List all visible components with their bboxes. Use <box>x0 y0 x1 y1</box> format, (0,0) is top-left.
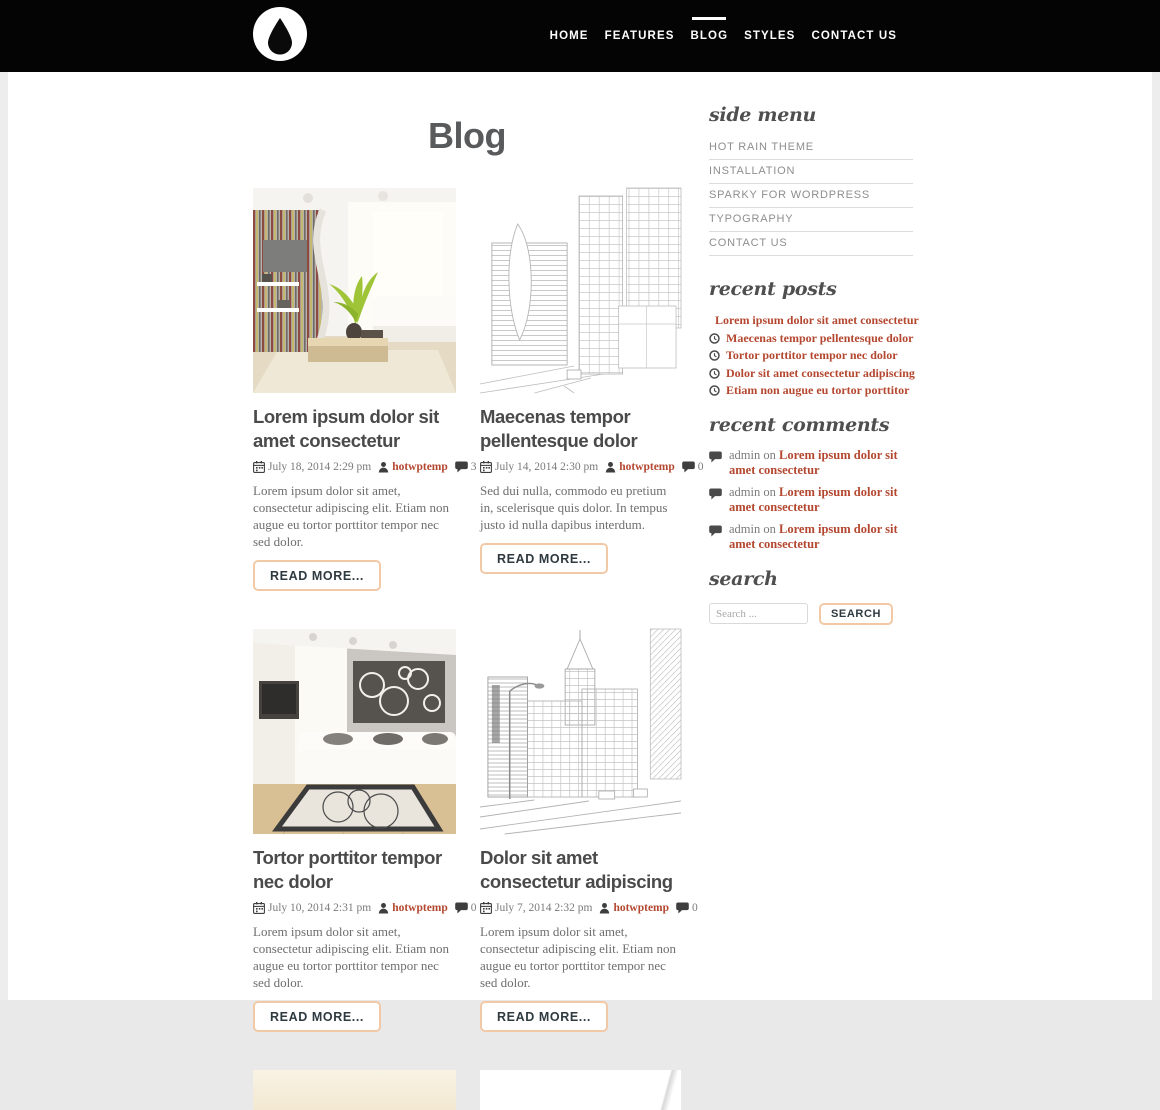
read-more-button[interactable]: READ MORE... <box>253 560 381 591</box>
comment-connector: on <box>763 447 776 462</box>
side-menu-item-contact-us[interactable]: CONTACT US <box>709 232 913 256</box>
clock-icon <box>709 385 720 396</box>
calendar-icon <box>480 902 492 914</box>
comment-count[interactable]: 0 <box>692 902 698 914</box>
post-author-link[interactable]: hotwptemp <box>613 902 670 914</box>
comment-post-link[interactable]: Lorem ipsum dolor sit amet consectetur <box>729 447 898 477</box>
user-icon <box>599 902 610 914</box>
recent-post-item <box>709 382 913 400</box>
recent-post-item <box>709 312 919 330</box>
comment-connector: on <box>763 484 776 499</box>
comment-bubble-icon <box>455 902 468 914</box>
side-menu-item-typography[interactable]: TYPOGRAPHY <box>709 208 913 232</box>
drop-icon <box>253 7 307 61</box>
recent-comment-item <box>709 448 913 478</box>
post-thumbnail[interactable] <box>253 629 456 834</box>
city-sketch <box>480 629 681 834</box>
main-nav <box>550 0 897 72</box>
nav-item-contact-us[interactable]: CONTACT US <box>811 30 897 42</box>
post-thumbnail[interactable] <box>253 1070 456 1110</box>
comment-author: admin <box>729 447 761 462</box>
comment-post-link[interactable]: Lorem ipsum dolor sit amet consectetur <box>729 484 898 514</box>
post-thumbnail[interactable] <box>480 188 681 393</box>
post-meta <box>480 902 698 914</box>
comment-count[interactable]: 0 <box>470 902 477 914</box>
post-title[interactable]: Tortor porttitor tempor nec dolor <box>253 847 442 892</box>
read-more-button[interactable]: READ MORE... <box>480 543 608 574</box>
read-more-button[interactable]: READ MORE... <box>480 1001 608 1032</box>
recent-comment-item <box>709 485 913 515</box>
post-meta <box>480 461 704 473</box>
recent-comments-title: recent comments <box>709 413 890 436</box>
calendar-icon <box>253 461 265 473</box>
comment-connector: on <box>763 521 776 536</box>
side-menu-item-installation[interactable]: INSTALLATION <box>709 160 913 184</box>
post-meta <box>253 461 477 473</box>
user-icon <box>378 902 389 914</box>
page-title: Blog <box>428 115 506 156</box>
post-card <box>253 188 477 591</box>
recent-post-link[interactable]: Tortor porttitor tempor nec dolor <box>726 348 898 363</box>
post-excerpt: Lorem ipsum dolor sit amet, consectetur adipiscing elit. Etiam non augue eu tortor porttitor tempor nec sed dolor. <box>480 924 677 990</box>
recent-post-item <box>709 347 913 365</box>
comment-count[interactable]: 3 <box>470 461 477 473</box>
search-input[interactable] <box>709 603 808 624</box>
post-thumbnail[interactable] <box>480 629 681 834</box>
clock-icon <box>709 368 720 379</box>
side-menu <box>709 136 913 256</box>
user-icon <box>605 461 616 473</box>
nav-item-home[interactable]: HOME <box>549 30 589 42</box>
post-date: July 14, 2014 2:30 pm <box>495 461 599 473</box>
search-button[interactable]: SEARCH <box>819 603 893 625</box>
comment-author: admin <box>729 521 761 536</box>
clock-icon <box>709 333 720 344</box>
side-menu-item-hot-rain-theme[interactable]: HOT RAIN THEME <box>709 136 913 160</box>
post-author-link[interactable]: hotwptemp <box>392 461 448 473</box>
comment-count[interactable]: 0 <box>697 461 704 473</box>
comment-post-link[interactable]: Lorem ipsum dolor sit amet consectetur <box>729 521 898 551</box>
site-header <box>0 0 1160 72</box>
post-author-link[interactable]: hotwptemp <box>619 461 675 473</box>
post-date: July 7, 2014 2:32 pm <box>495 902 593 914</box>
search-widget <box>709 603 913 625</box>
nav-item-blog[interactable]: BLOG <box>691 24 729 48</box>
comment-bubble-icon <box>709 451 722 463</box>
nav-item-features[interactable]: FEATURES <box>604 30 675 42</box>
recent-posts-title: recent posts <box>709 278 837 300</box>
post-date: July 10, 2014 2:31 pm <box>268 902 372 914</box>
posts-grid <box>253 188 704 1110</box>
post-date: July 18, 2014 2:29 pm <box>268 461 372 473</box>
post-author-link[interactable]: hotwptemp <box>392 902 448 914</box>
clock-icon <box>709 350 720 361</box>
post-meta <box>253 902 477 914</box>
recent-posts-list <box>709 312 919 400</box>
recent-comments-list <box>709 448 913 552</box>
post-thumbnail[interactable] <box>253 188 456 393</box>
recent-comment-item <box>709 522 913 552</box>
post-excerpt: Sed dui nulla, commodo eu pretium in, scelerisque quis dolor. In tempus justo id nulla dapibus interdum. <box>480 483 668 532</box>
calendar-icon <box>480 461 492 473</box>
comment-author: admin <box>729 484 761 499</box>
recent-post-link[interactable]: Maecenas tempor pellentesque dolor <box>726 330 914 345</box>
post-card <box>480 188 704 591</box>
recent-post-link[interactable]: Dolor sit amet consectetur adipiscing <box>726 365 915 380</box>
calendar-icon <box>253 902 265 914</box>
comment-bubble-icon <box>709 525 722 537</box>
user-icon <box>378 461 389 473</box>
post-title[interactable]: Lorem ipsum dolor sit amet consectetur <box>253 406 439 451</box>
recent-post-link[interactable]: Lorem ipsum dolor sit amet consectetur <box>715 313 919 328</box>
site-logo[interactable] <box>253 7 307 61</box>
side-menu-item-sparky-for-wordpress[interactable]: SPARKY FOR WORDPRESS <box>709 184 913 208</box>
recent-post-link[interactable]: Etiam non augue eu tortor porttitor <box>726 383 910 398</box>
recent-post-item <box>709 330 913 348</box>
blog-content <box>253 72 704 1110</box>
comment-bubble-icon <box>455 461 468 473</box>
comment-bubble-icon <box>682 461 695 473</box>
side-menu-title: side menu <box>709 104 817 126</box>
post-card <box>480 629 698 1032</box>
post-card <box>253 629 477 1032</box>
read-more-button[interactable]: READ MORE... <box>253 1001 381 1032</box>
comment-bubble-icon <box>709 488 722 500</box>
recent-post-item <box>709 365 913 383</box>
post-title[interactable]: Maecenas tempor pellentesque dolor <box>480 406 638 451</box>
post-title[interactable]: Dolor sit amet consectetur adipiscing <box>480 847 673 892</box>
sidebar <box>709 72 919 625</box>
comment-bubble-icon <box>676 902 689 914</box>
post-excerpt: Lorem ipsum dolor sit amet, consectetur adipiscing elit. Etiam non augue eu tortor porttitor tempor nec sed dolor. <box>253 924 450 990</box>
interior-photo <box>253 629 456 834</box>
architecture-sketch <box>480 188 681 393</box>
post-thumbnail[interactable] <box>480 1070 681 1110</box>
interior-photo <box>253 188 456 393</box>
post-excerpt: Lorem ipsum dolor sit amet, consectetur adipiscing elit. Etiam non augue eu tortor porttitor tempor nec sed dolor. <box>253 483 450 549</box>
nav-item-styles[interactable]: STYLES <box>744 30 796 42</box>
search-title: search <box>709 567 778 590</box>
